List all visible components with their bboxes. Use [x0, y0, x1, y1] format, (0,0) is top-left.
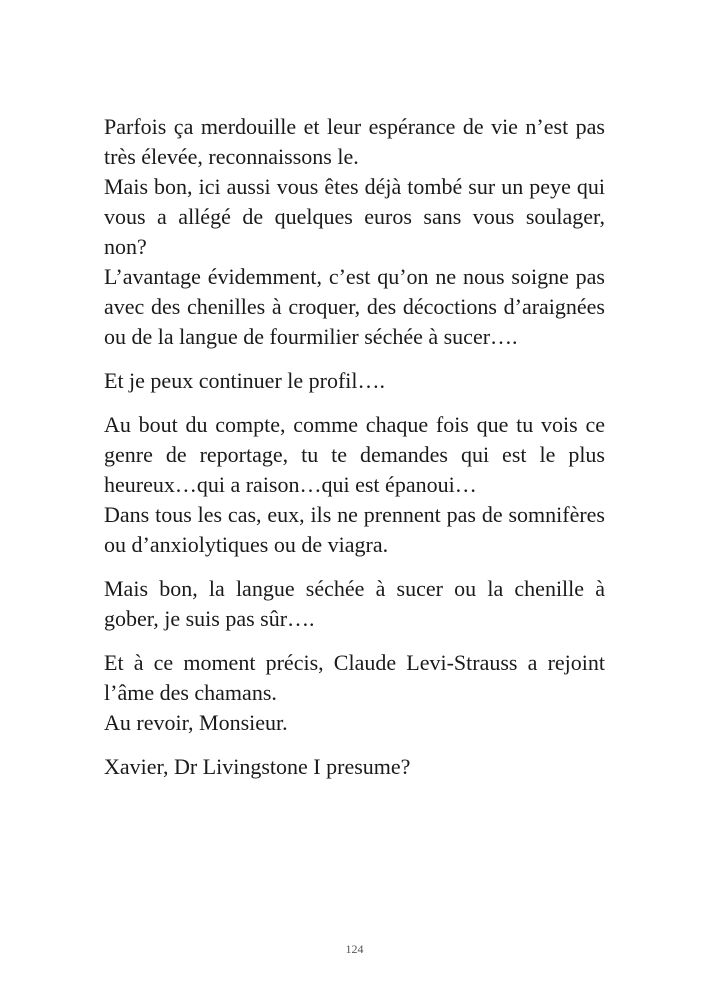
body-text [104, 112, 605, 796]
paragraph-4 [104, 574, 605, 634]
sentence: Mais bon, ici aussi vous êtes déjà tombé sur un peye qui vous a allégé de quelques euros sans vous soulager, non? [104, 174, 605, 259]
sentence: Dans tous les cas, eux, ils ne prennent pas de somnifères ou d’anxiolytiques ou de viagra. [104, 502, 605, 557]
sentence: Et je peux continuer le profil…. [104, 368, 386, 393]
sentence: Au bout du compte, comme chaque fois que tu vois ce genre de reportage, tu te demandes qui est le plus heureux…qui a raison…qui est épanoui… [104, 412, 605, 497]
sentence: L’avantage évidemment, c’est qu’on ne nous soigne pas avec des chenilles à croquer, des décoctions d’araignées ou de la langue de fourmilier séchée à sucer…. [104, 264, 605, 349]
paragraph-2 [104, 366, 605, 396]
page-number: 124 [345, 942, 364, 956]
sentence: Mais bon, la langue séchée à sucer ou la chenille à gober, je suis pas sûr…. [104, 576, 605, 631]
sentence: Et à ce moment précis, Claude Levi-Strauss a rejoint l’âme des chamans. [104, 650, 605, 705]
sentence: Parfois ça merdouille et leur espérance de vie n’est pas très élevée, reconnaissons le. [104, 114, 605, 169]
paragraph-6 [104, 752, 605, 782]
paragraph-3 [104, 410, 605, 560]
sentence: Xavier, Dr Livingstone I presume? [104, 754, 411, 779]
paragraph-1 [104, 112, 605, 352]
paragraph-5 [104, 648, 605, 738]
sentence: Au revoir, Monsieur. [104, 710, 288, 735]
